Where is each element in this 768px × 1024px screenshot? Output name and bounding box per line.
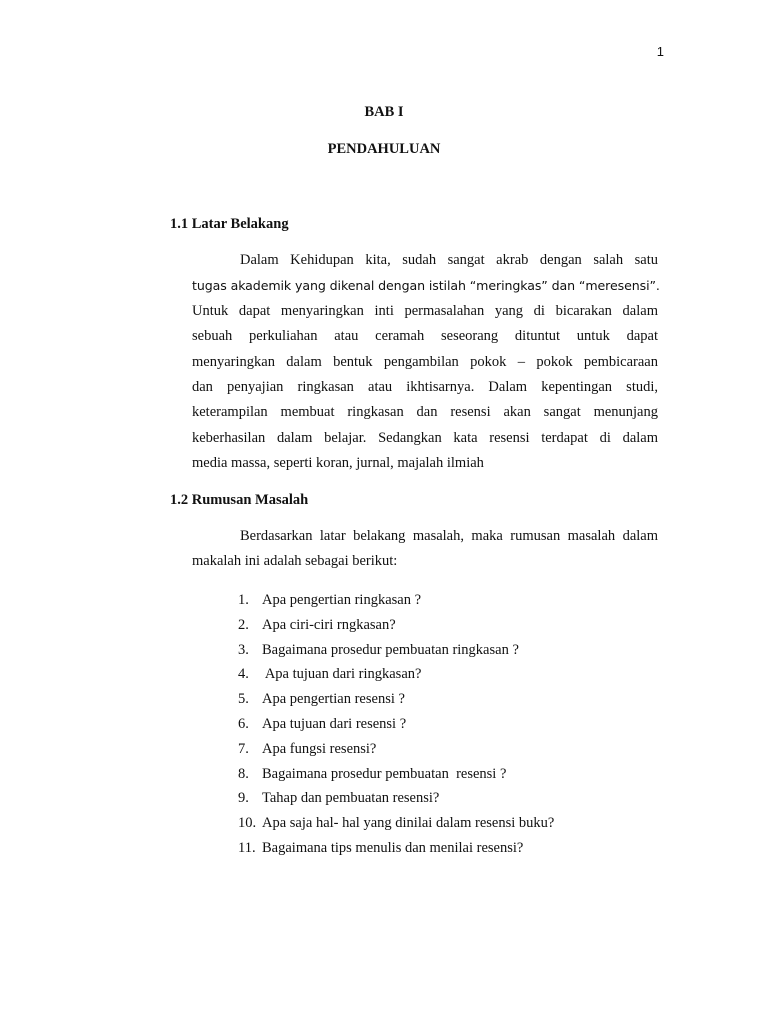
list-item-text: Apa pengertian resensi ? [262, 691, 405, 708]
paragraph-line: menyaringkan dalam bentuk pengambilan pokok – pokok pembicaraan [192, 353, 658, 370]
list-item-text: Apa tujuan dari ringkasan? [262, 666, 422, 683]
list-item-number: 9. [238, 790, 249, 807]
paragraph-line: media massa, seperti koran, jurnal, majalah ilmiah [192, 455, 484, 472]
list-item [238, 687, 658, 712]
paragraph-line: makalah ini adalah sebagai berikut: [192, 553, 398, 570]
chapter-title: PENDAHULUAN [327, 141, 441, 157]
list-item-number: 5. [238, 691, 249, 708]
paragraph-line: sebuah perkuliahan atau ceramah seseorang dituntut untuk dapat [192, 328, 658, 345]
list-item [238, 638, 658, 663]
list-item-text: Apa pengertian ringkasan ? [262, 592, 422, 608]
paragraph-latar-belakang [192, 248, 658, 477]
paragraph-line: keberhasilan dalam belajar. Sedangkan kata resensi terdapat di dalam [192, 429, 658, 446]
list-item-text: Tahap dan pembuatan resensi? [262, 790, 440, 807]
list-item-text: Apa ciri-ciri rngkasan? [262, 616, 396, 633]
list-item-number: 11. [238, 839, 256, 856]
list-item-number: 4. [238, 666, 249, 683]
list-item [238, 662, 658, 687]
paragraph-rumusan-masalah [192, 524, 658, 575]
list-item-number: 1. [238, 592, 249, 608]
paragraph-line: keterampilan membuat ringkasan dan resensi akan sangat menunjang [192, 404, 658, 421]
list-item [238, 588, 658, 613]
paragraph-line: Berdasarkan latar belakang masalah, maka rumusan masalah dalam [240, 528, 658, 544]
section-heading-rumusan-masalah: 1.2 Rumusan Masalah [170, 492, 309, 508]
list-item-text: Bagaimana tips menulis dan menilai resensi? [262, 839, 524, 856]
list-item-text: Bagaimana prosedur pembuatan resensi ? [262, 765, 507, 782]
list-item [238, 712, 658, 737]
list-item [238, 762, 658, 787]
list-item-number: 10. [238, 815, 257, 832]
problem-list [238, 588, 658, 861]
paragraph-line: tugas akademik yang dikenal dengan istilah “meringkas” dan “meresensi”. [192, 278, 660, 294]
list-item-text: Bagaimana prosedur pembuatan ringkasan ? [262, 641, 519, 658]
list-item [238, 613, 658, 638]
list-item-number: 2. [238, 616, 249, 633]
list-item [238, 737, 658, 762]
paragraph-line: Untuk dapat menyaringkan inti permasalahan yang di bicarakan dalam [192, 302, 658, 319]
list-item-number: 8. [238, 765, 249, 782]
list-item [238, 811, 658, 836]
page-number: 1 [656, 44, 664, 59]
list-item-number: 7. [238, 740, 249, 757]
list-item-text: Apa tujuan dari resensi ? [262, 715, 407, 732]
list-item-text: Apa saja hal- hal yang dinilai dalam resensi buku? [262, 815, 555, 832]
list-item [238, 836, 658, 861]
paragraph-line: dan penyajian ringkasan atau ikhtisarnya. Dalam kepentingan studi, [192, 378, 658, 395]
chapter-label: BAB I [364, 104, 404, 120]
paragraph-line: Dalam Kehidupan kita, sudah sangat akrab dengan salah satu [240, 252, 658, 268]
section-heading-latar-belakang: 1.1 Latar Belakang [170, 216, 289, 232]
list-item-text: Apa fungsi resensi? [262, 740, 377, 757]
list-item [238, 786, 658, 811]
list-item-number: 3. [238, 641, 249, 658]
list-item-number: 6. [238, 715, 249, 732]
